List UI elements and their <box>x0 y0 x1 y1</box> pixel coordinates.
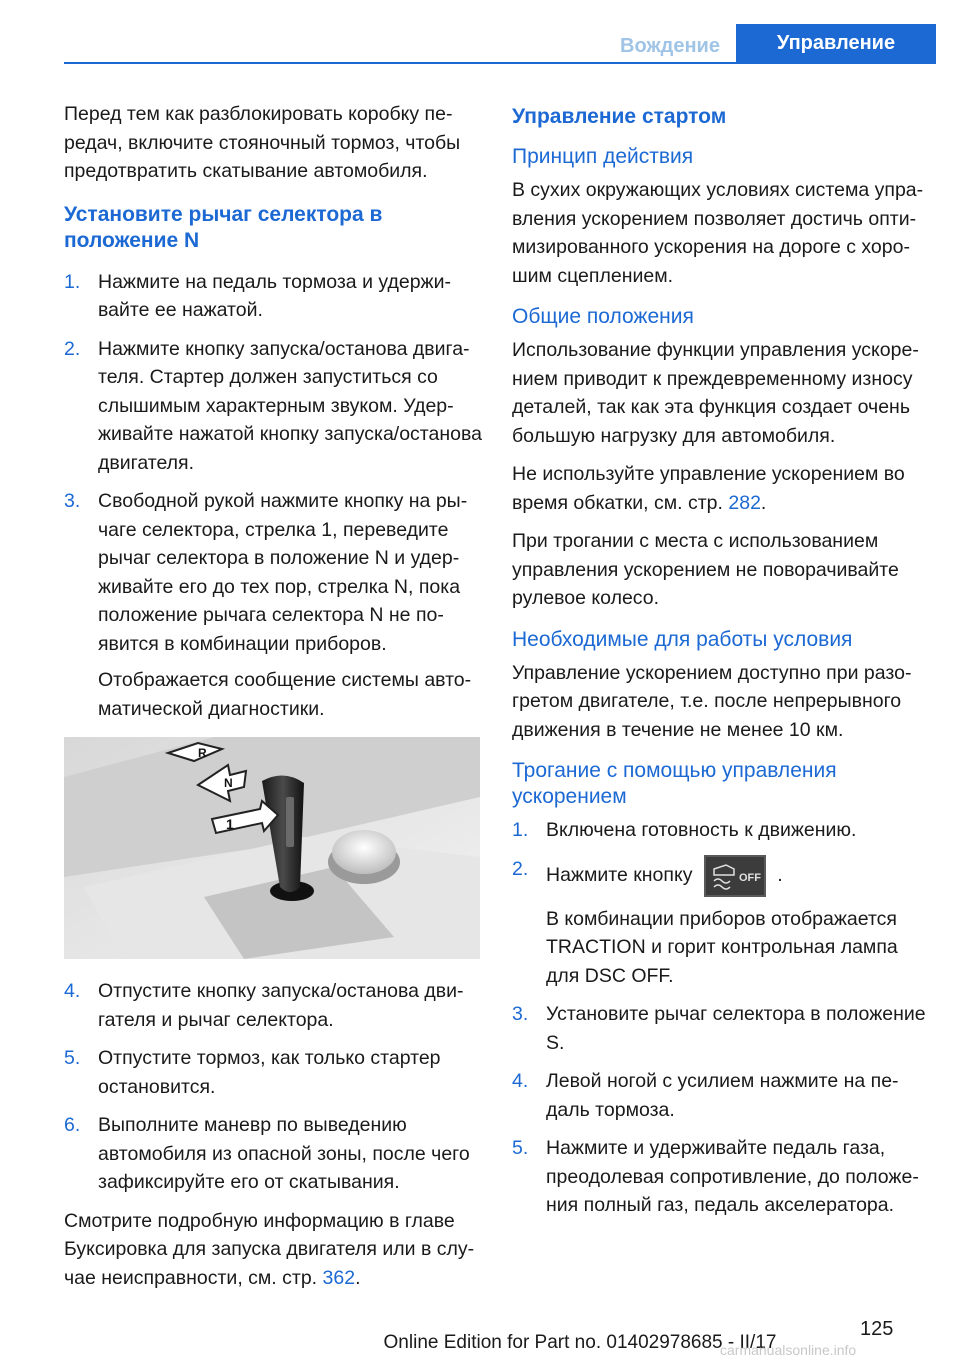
tab-controls[interactable]: Управление <box>736 24 936 62</box>
step-number: 3. <box>512 1003 529 1025</box>
step-text-end: . <box>777 863 783 886</box>
list-item <box>512 816 932 845</box>
subheading-conditions: Необходимые для работы условия <box>512 627 853 651</box>
label-n: N <box>224 776 233 790</box>
step-text: Нажмите на педаль тормоза и удерживайте ее нажатой. <box>98 270 451 321</box>
list-item <box>64 487 484 723</box>
list-item <box>64 1111 484 1197</box>
step-text: Включена готовность к движению. <box>546 819 857 841</box>
conditions-paragraph: Управление ускорением доступно при разогретом двигателе, т.е. после непрерывного движения в течение не менее 10 км. <box>512 661 912 741</box>
steps-list-a <box>64 268 484 724</box>
tab-driving[interactable]: Вождение <box>620 35 720 57</box>
intro-paragraph: Перед тем как разблокировать коробку передач, включите стояночный тормоз, чтобы предотвратить скатывание автомобиля. <box>64 103 461 182</box>
controller-knob <box>332 830 396 874</box>
step-number: 2. <box>64 337 81 360</box>
break-in-end: . <box>760 491 767 514</box>
outro-paragraph <box>64 1207 484 1293</box>
step-number: 5. <box>512 1137 529 1159</box>
lever-button <box>286 797 294 847</box>
step-text: Нажмите кнопку запуска/останова двигателя. Стартер должен запуститься со слышимым характерным звуком. Удерживайте нажатой кнопку запуска/останова двигателя. <box>98 337 482 474</box>
header-divider <box>64 62 936 64</box>
page-link-362[interactable]: 362 <box>322 1266 356 1289</box>
principle-paragraph: В сухих окружающих условиях система управления ускорением позволяет достичь оптимизированного ускорения на дороге с хорошим сцеплением. <box>512 179 924 287</box>
subheading-launch: Трогание с помощью управления ускорением <box>512 759 837 808</box>
page-link-282[interactable]: 282 <box>728 491 761 514</box>
list-item <box>512 1067 932 1124</box>
section-heading-launch-control: Управление стартом <box>512 105 727 128</box>
step-number: 3. <box>64 490 81 512</box>
steering-paragraph: При трогании с места с использованием управления ускорением не поворачивайте рулевое колесо. <box>512 530 899 609</box>
edition-footer: Online Edition for Part no. 01402978685 - II/17 <box>383 1332 777 1353</box>
list-item <box>512 1000 932 1057</box>
section-heading-selector-n: Установите рычаг селектора в положение N <box>64 202 383 252</box>
label-1: 1 <box>226 816 234 832</box>
outro-end: . <box>355 1266 361 1289</box>
general-paragraph: Использование функции управления ускорением приводит к преждевременному износу деталей, так как эта функция создает очень большую нагрузку для автомобиля. <box>512 339 919 447</box>
step-note: Отображается сообщение системы автоматической диагностики. <box>98 669 472 720</box>
subheading-principle: Принцип действия <box>512 145 694 168</box>
step-note: В комбинации приборов отображается TRACTION и горит контрольная лампа для DSC OFF. <box>546 907 898 987</box>
list-item <box>64 268 484 325</box>
step-text: Левой ногой с усилием нажмите на педаль тормоза. <box>546 1070 899 1121</box>
step-text: Нажмите и удерживайте педаль газа, преодолевая сопротивление, до положения полный газ, педаль акселератора. <box>546 1137 919 1216</box>
step-number: 4. <box>64 980 81 1002</box>
dsc-off-button-icon <box>704 855 766 897</box>
step-number: 2. <box>512 857 529 880</box>
step-text: Свободной рукой нажмите кнопку на рычаге селектора, стрелка 1, переведите рычаг селектора в положение N и удерживайте его до тех пор, стрелка N, пока положение рычага селектора N не появится в комбинации приборов. <box>98 490 468 655</box>
step-number: 5. <box>64 1047 81 1069</box>
steps-list-b <box>64 977 484 1197</box>
launch-steps-list <box>512 816 932 1220</box>
break-in-text: Не используйте управление ускорением во время обкатки, см. стр. <box>512 463 905 514</box>
list-item <box>64 977 484 1034</box>
selector-lever-figure <box>64 737 480 959</box>
step-text: Отпустите тормоз, как только стартер остановится. <box>98 1047 441 1098</box>
watermark: carmanualsonline.info <box>720 1342 857 1358</box>
list-item <box>512 1134 932 1220</box>
step-number: 4. <box>512 1070 529 1092</box>
subheading-general: Общие положения <box>512 305 694 328</box>
right-column <box>512 100 932 1230</box>
list-item <box>64 335 484 478</box>
step-text: Установите рычаг селектора в положение S. <box>546 1003 926 1054</box>
break-in-paragraph <box>512 460 932 517</box>
step-number: 1. <box>512 819 529 841</box>
list-item <box>512 855 932 991</box>
page-number: 125 <box>860 1318 894 1340</box>
list-item <box>64 1044 484 1101</box>
step-text: Нажмите кнопку <box>546 863 693 886</box>
step-number: 1. <box>64 270 81 293</box>
dsc-off-label: OFF <box>738 871 761 884</box>
outro-text: Смотрите подробную информацию в главе Буксировка для запуска двигателя или в случае неисправности, см. стр. <box>64 1209 475 1289</box>
label-r: R <box>198 746 207 760</box>
selector-lever-illustration <box>64 737 480 959</box>
left-column <box>64 100 484 1302</box>
step-text: Выполните маневр по выведению автомобиля из опасной зоны, после чего зафиксируйте его от скатывания. <box>98 1114 470 1193</box>
step-number: 6. <box>64 1114 81 1136</box>
page-header <box>0 24 960 64</box>
step-text: Отпустите кнопку запуска/останова двигателя и рычаг селектора. <box>98 980 464 1031</box>
